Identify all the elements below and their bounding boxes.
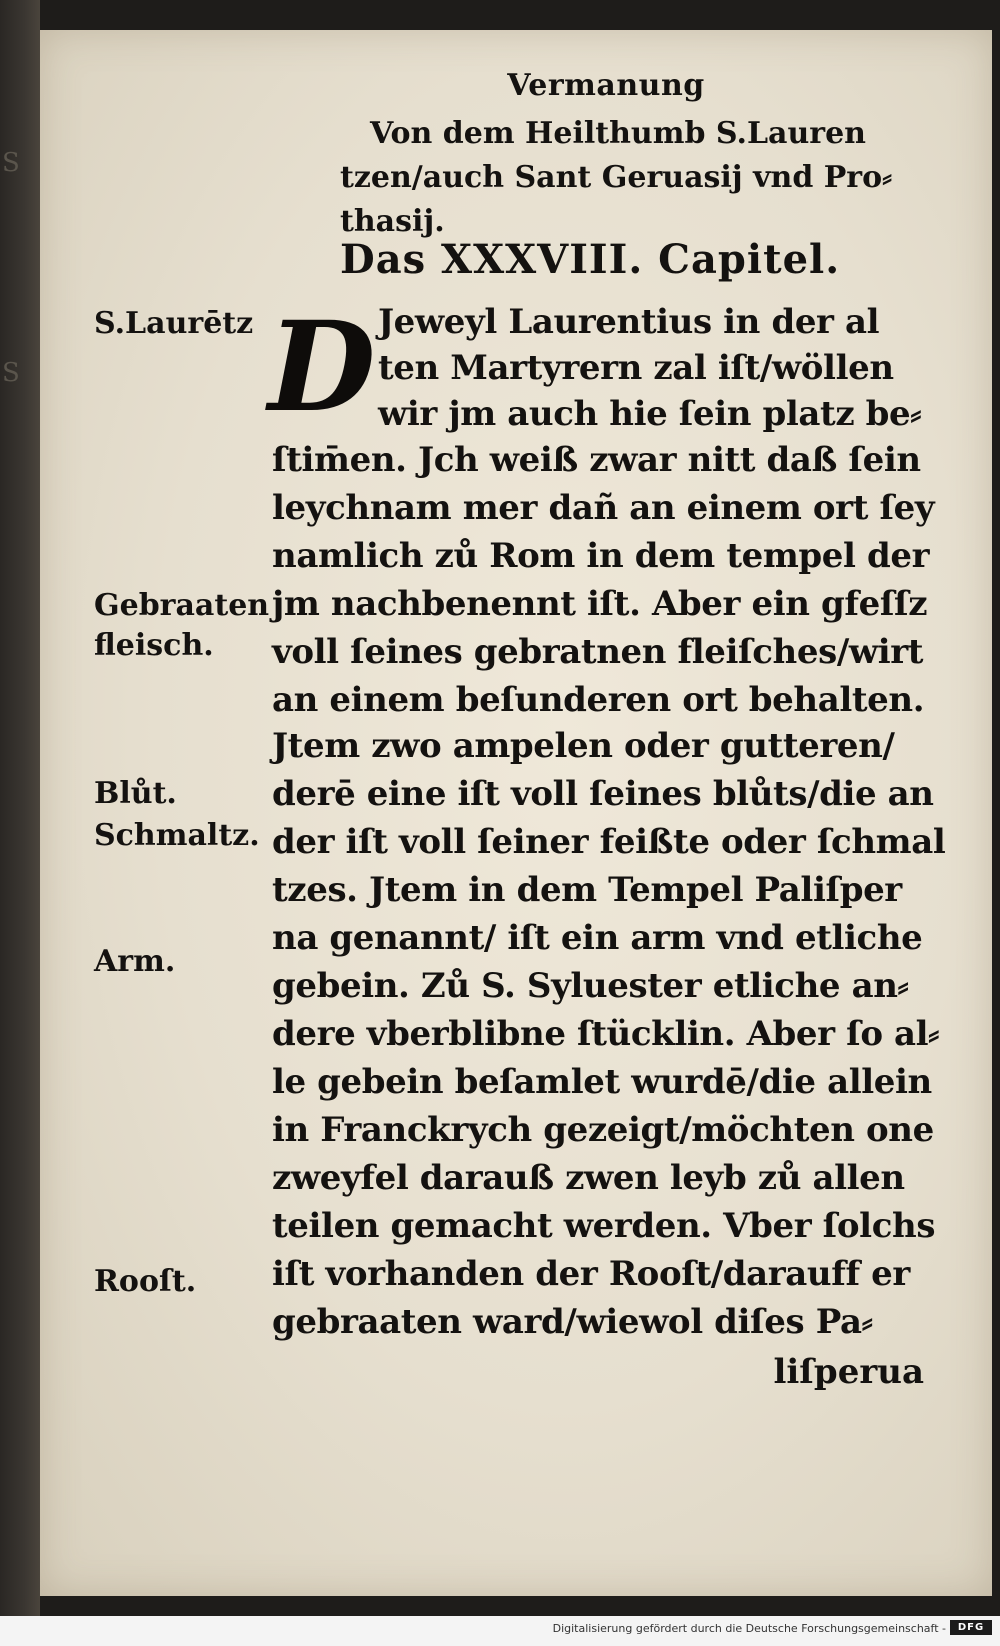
chapter-subtitle — [340, 112, 900, 244]
chapter-heading: Das XXXVIII. Capitel. — [340, 236, 841, 283]
margin-note-gebraaten: Gebraaten — [94, 588, 270, 623]
text-line: zweyfel darauß zwen leyb zů allen — [272, 1158, 905, 1198]
text-line: na genannt/ iſt ein arm vnd etliche — [272, 918, 923, 958]
margin-note-blut: Blůt. — [94, 776, 177, 811]
subtitle-line-3: thasij. — [340, 204, 445, 239]
adjacent-page-edge: S S — [0, 0, 40, 1646]
subtitle-line-1: Von dem Heilthumb S.Lauren — [370, 116, 866, 151]
text-line: dere vberblibne ſtücklin. Aber ſo al⸗ — [272, 1014, 940, 1054]
text-line: leychnam mer dañ an einem ort ſey — [272, 488, 935, 528]
text-line: ſtim̄en. Jch weiß zwar nitt daß ſein — [272, 440, 921, 480]
margin-note-arm: Arm. — [94, 944, 176, 979]
text-line: jm nachbenennt iſt. Aber ein gfeſſz — [272, 584, 928, 624]
margin-note-schmaltz: Schmaltz. — [94, 818, 260, 853]
text-line: voll ſeines gebratnen fleiſches/wirt — [272, 632, 924, 672]
text-line: der iſt voll ſeiner feißte oder ſchmal — [272, 822, 946, 862]
margin-note-roost: Rooſt. — [94, 1264, 197, 1299]
text-line: Jtem zwo ampelen oder gutteren/ — [272, 726, 895, 766]
text-line: le gebein beſamlet wurdē/die allein — [272, 1062, 932, 1102]
text-line: namlich zů Rom in dem tempel der — [272, 536, 930, 576]
running-head: Vermanung — [507, 68, 705, 103]
text-line: wir jm auch hie ſein platz be⸗ — [378, 394, 922, 434]
text-line: Jeweyl Laurentius in der al — [378, 302, 880, 342]
book-page — [40, 30, 992, 1596]
digitization-credit: Digitalisierung gefördert durch die Deutsche Forschungsgemeinschaft - — [552, 1622, 946, 1635]
text-line: derē eine iſt voll ſeines blůts/die an — [272, 774, 934, 814]
catchword: liſperua — [773, 1352, 924, 1392]
subtitle-line-2: tzen/auch Sant Geruasij vnd Pro⸗ — [340, 160, 893, 195]
text-line: in Franckrych gezeigt/möchten one — [272, 1110, 934, 1150]
dfg-logo: DFG — [950, 1620, 992, 1635]
margin-note-fleisch: fleisch. — [94, 628, 214, 663]
margin-note-laurentz: S.Laurētz — [94, 306, 254, 341]
text-line: iſt vorhanden der Rooſt/darauff er — [272, 1254, 910, 1294]
decorated-initial: D — [268, 295, 376, 440]
text-line: tzes. Jtem in dem Tempel Paliſper — [272, 870, 902, 910]
text-line: gebein. Zů S. Syluester etliche an⸗ — [272, 966, 909, 1006]
text-line: gebraaten ward/wiewol diſes Pa⸗ — [272, 1302, 873, 1342]
text-line: teilen gemacht werden. Vber ſolchs — [272, 1206, 936, 1246]
text-line: an einem beſunderen ort behalten. — [272, 680, 925, 720]
text-line: ten Martyrern zal iſt/wöllen — [378, 348, 894, 388]
